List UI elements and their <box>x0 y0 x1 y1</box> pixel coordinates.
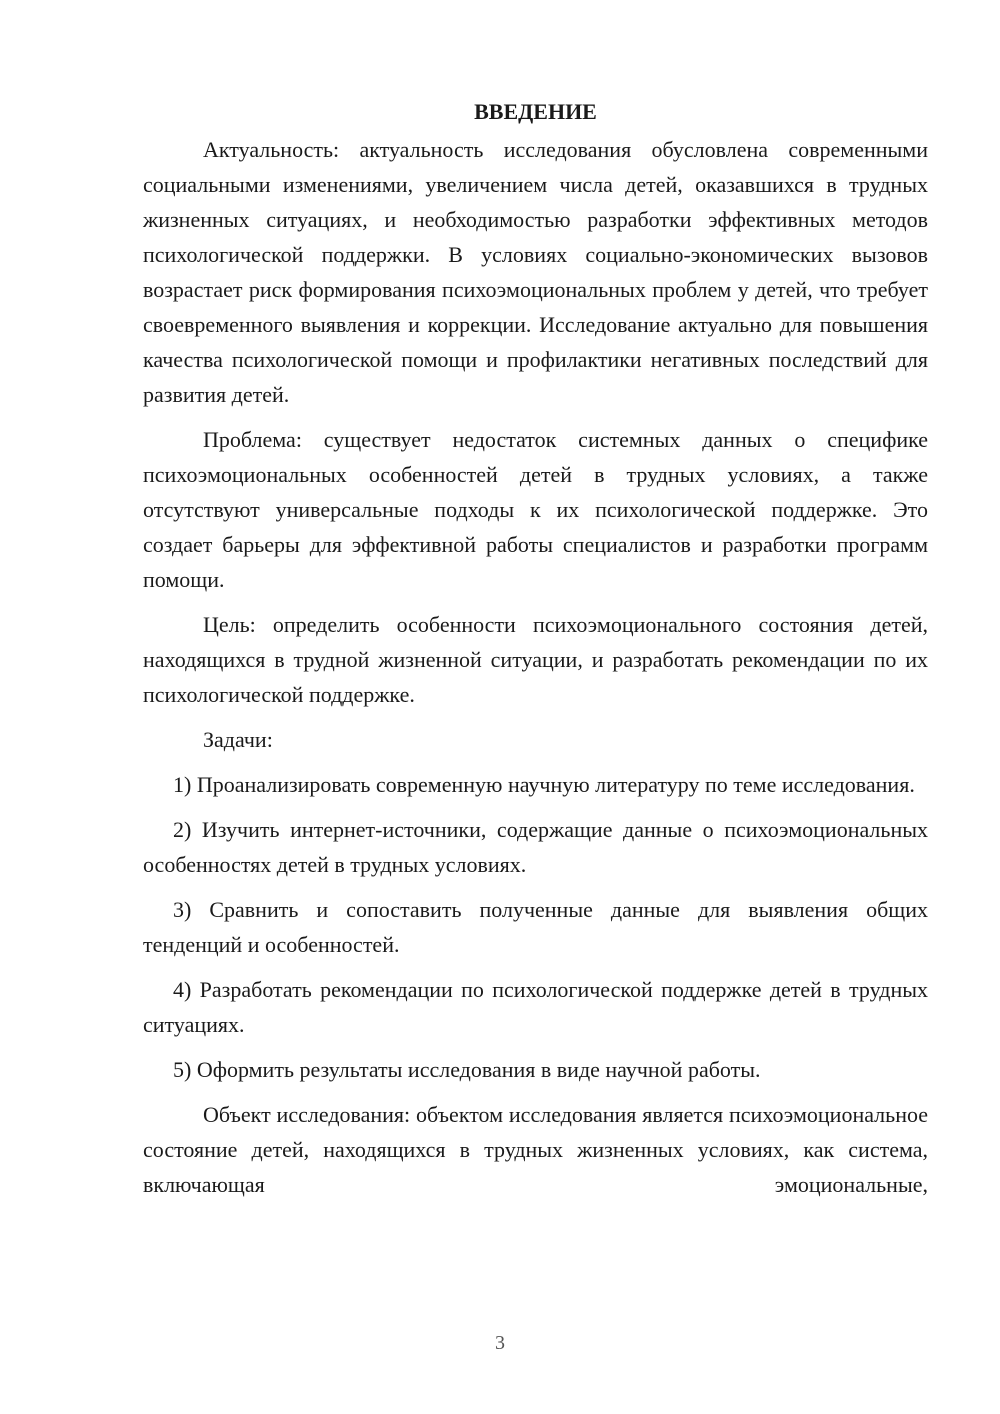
task-item-2: 2) Изучить интернет-источники, содержащие данные о психоэмоциональных особенностях детей в трудных условиях. <box>143 817 928 877</box>
paragraph-problem: Проблема: существует недостаток системных данных о специфике психоэмоциональных особенностей детей в трудных условиях, а также отсутствуют универсальные подходы к их психологической поддержке. Это создает барьеры для эффективной работы специалистов и разработки программ помощи. <box>143 427 928 592</box>
document-page <box>143 92 928 1202</box>
task-item-4: 4) Разработать рекомендации по психологической поддержке детей в трудных ситуациях. <box>143 977 928 1037</box>
page-number: 3 <box>495 1332 505 1354</box>
task-item-5: 5) Оформить результаты исследования в виде научной работы. <box>173 1057 761 1082</box>
task-item-3: 3) Сравнить и сопоставить полученные данные для выявления общих тенденций и особенностей. <box>143 897 928 957</box>
paragraph-relevance: Актуальность: актуальность исследования обусловлена современными социальными изменениями, увеличением числа детей, оказавшихся в трудных жизненных ситуациях, и необходимостью разработки эффективных методов психологической поддержки. В условиях социально-экономических вызовов возрастает риск формирования психоэмоциональных проблем у детей, что требует своевременного выявления и коррекции. Исследование актуально для повышения качества психологической помощи и профилактики негативных последствий для развития детей. <box>143 137 928 407</box>
tasks-label: Задачи: <box>203 727 273 752</box>
paragraph-goal: Цель: определить особенности психоэмоционального состояния детей, находящихся в трудной жизненной ситуации, и разработать рекомендации по их психологической поддержке. <box>143 612 928 707</box>
paragraph-object: Объект исследования: объектом исследования является психоэмоциональное состояние детей, находящихся в трудных жизненных условиях, как система, включающая эмоциональные, <box>143 1102 928 1197</box>
task-item-1: 1) Проанализировать современную научную литературу по теме исследования. <box>173 772 915 797</box>
page-title: ВВЕДЕНИЕ <box>474 99 597 124</box>
